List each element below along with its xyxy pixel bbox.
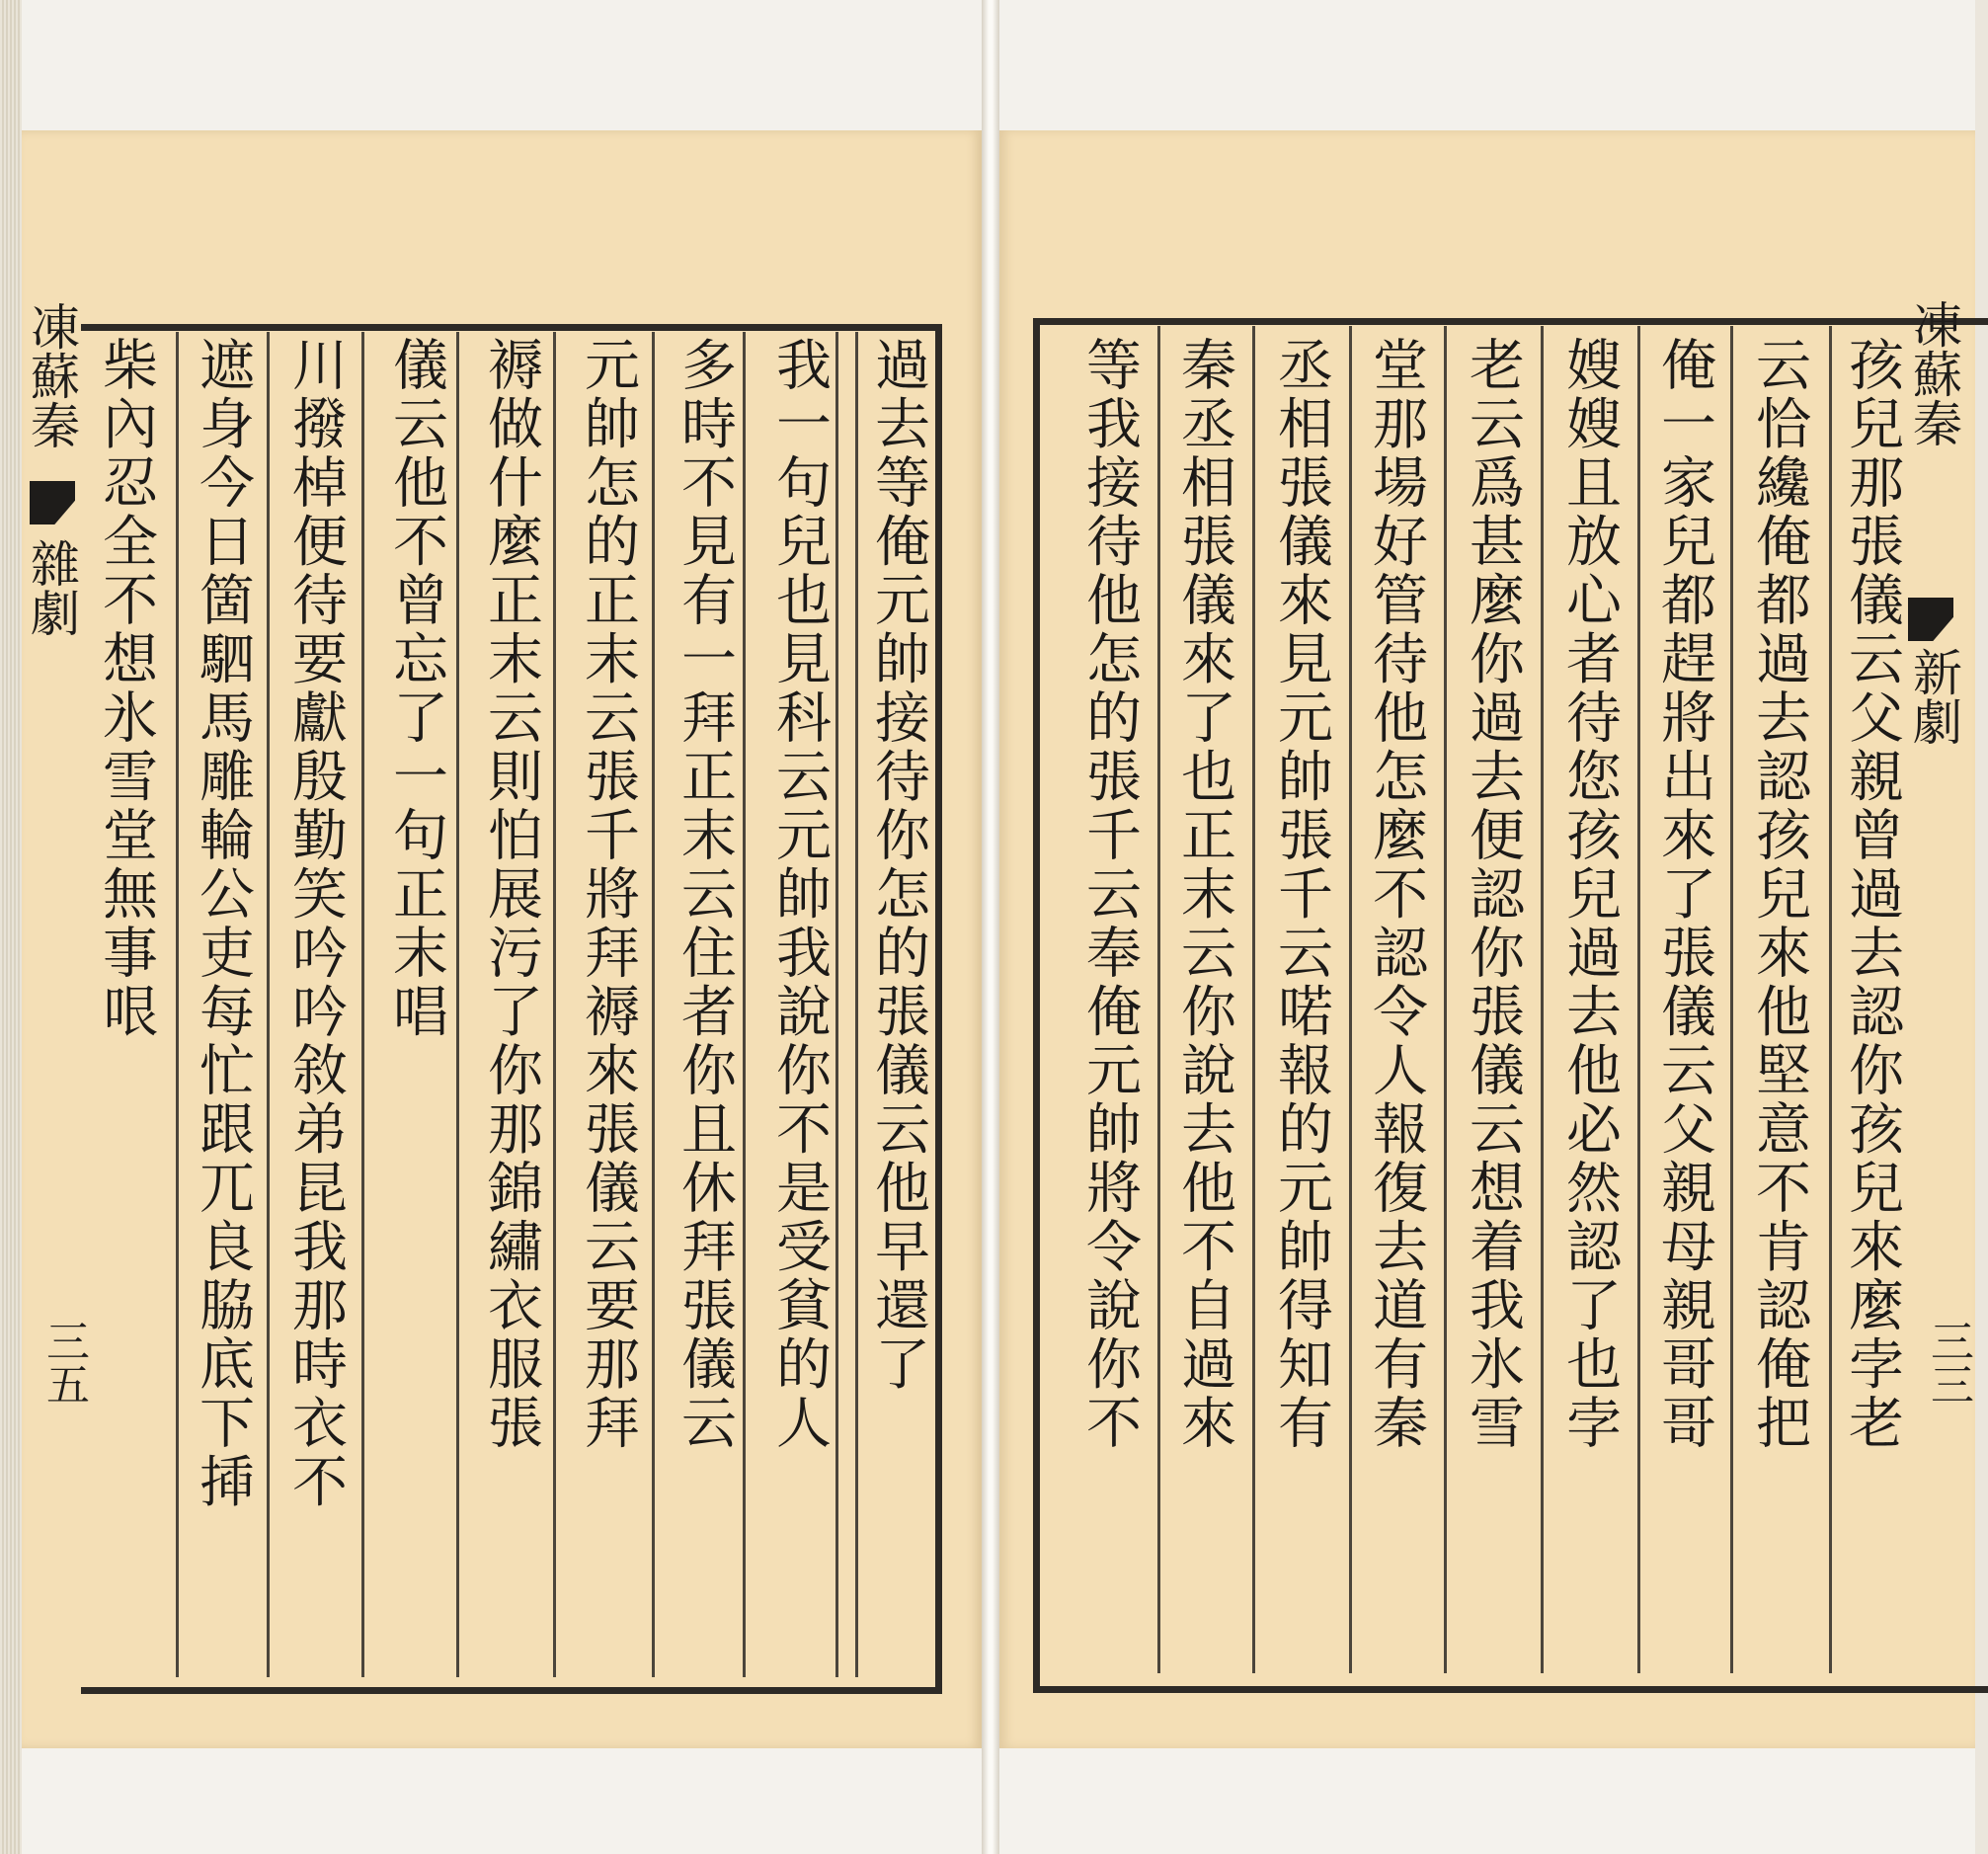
left-page-number: 三五 [39, 1319, 89, 1406]
right-text-column-7: 丞相張儀來見元帥張千云喏報的元帥得知有 [1269, 336, 1333, 1453]
book-gutter [982, 0, 999, 1854]
left-banxin [22, 291, 89, 1704]
column-rule [267, 332, 270, 1677]
left-text-column-7: 川撥棹便待要獻殷勤笑吟吟敘弟昆我那時衣不 [283, 336, 348, 1511]
column-rule [855, 332, 858, 1677]
left-text-column-5: 褥做什麼正末云則怕展污了你那錦繡衣服張 [479, 336, 543, 1453]
column-rule [835, 332, 838, 1677]
left-text-column-2: 我一句兒也見科云元帥我說你不是受貧的人 [767, 336, 832, 1453]
column-rule [743, 332, 746, 1677]
column-rule [1637, 326, 1640, 1673]
right-text-column-6: 堂那場好管待他怎麼不認令人報復去道有秦 [1364, 336, 1428, 1453]
left-banxin-section: 雜劇 [23, 538, 80, 637]
left-fishtail-mark [30, 481, 75, 524]
left-text-column-6: 儀云他不曾忘了一句正末唱 [384, 336, 448, 1041]
right-text-column-5: 老云爲甚麼你過去便認你張儀云想着我氷雪 [1461, 336, 1525, 1453]
left-text-column-3: 多時不見有一拜正末云住者你且休拜張儀云 [673, 336, 737, 1453]
column-rule [1730, 326, 1733, 1673]
right-page-number: 三三 [1923, 1319, 1973, 1406]
column-rule [553, 332, 556, 1677]
left-banxin-title: 凍蘇秦 [23, 301, 80, 449]
column-rule [1829, 326, 1832, 1673]
right-banxin [1904, 291, 1975, 1704]
right-text-column-3: 俺一家兒都趕將出來了張儀云父親母親哥哥 [1652, 336, 1716, 1453]
left-text-column-8: 遮身今日箇駟馬雕輪公吏每忙跟兀良脇底下揷 [191, 336, 255, 1511]
right-text-column-4: 嫂嫂且放心者待您孩兒過去他必然認了也孛 [1557, 336, 1622, 1453]
right-text-column-9: 等我接待他怎的張千云奉俺元帥將令說你不 [1077, 336, 1142, 1453]
right-fishtail-mark [1908, 598, 1953, 641]
right-text-column-1: 孩兒那張儀云父親曾過去認你孩兒來麼孛老 [1840, 336, 1904, 1453]
right-text-column-2: 云恰纔俺都過去認孩兒來他堅意不肯認俺把 [1747, 336, 1811, 1453]
left-text-column-9: 柴內忍全不想氷雪堂無事哏 [94, 336, 158, 1041]
column-rule [1444, 326, 1447, 1673]
column-rule [361, 332, 364, 1677]
column-rule [1349, 326, 1352, 1673]
left-text-column-4: 元帥怎的正末云張千將拜褥來張儀云要那拜 [576, 336, 640, 1453]
page-stack-edge [0, 0, 22, 1854]
left-text-column-1: 過去等俺元帥接待你怎的張儀云他早還了 [866, 336, 930, 1394]
column-rule [176, 332, 179, 1677]
column-rule [1541, 326, 1544, 1673]
column-rule [456, 332, 459, 1677]
right-text-column-8: 秦丞相張儀來了也正末云你說去他不自過來 [1172, 336, 1236, 1453]
column-rule [652, 332, 655, 1677]
column-rule [1252, 326, 1255, 1673]
column-rule [1157, 326, 1160, 1673]
right-banxin-section: 新劇 [1905, 647, 1962, 746]
right-banxin-title: 凍蘇秦 [1905, 299, 1962, 447]
